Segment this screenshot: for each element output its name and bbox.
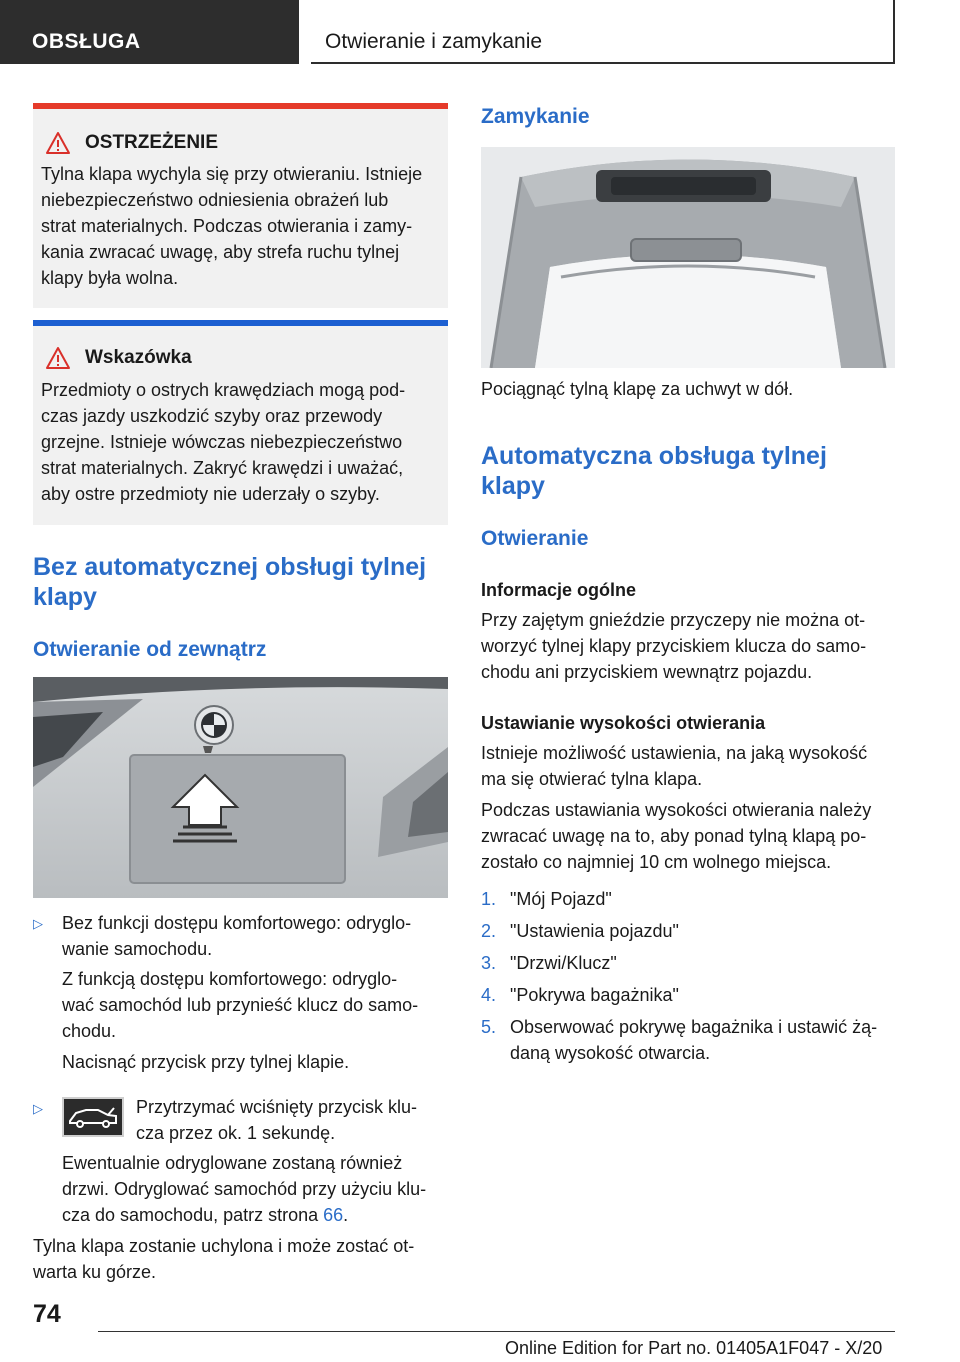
text-line: wanie samochodu. [62, 939, 213, 959]
hint-line: czas jazdy uszkodzić szyby oraz przewody [41, 406, 383, 426]
step-text: Obserwować pokrywę bagażnika i ustawić żą- [510, 1017, 878, 1037]
hint-bar [33, 320, 448, 326]
tailgate-key-button-icon [62, 1097, 124, 1137]
tailgate-interior-image [481, 147, 895, 368]
step-text: "Drzwi/Klucz" [510, 953, 617, 973]
heading-opening-height: Ustawianie wysokości otwierania [481, 713, 766, 733]
step-number: 5. [481, 1017, 497, 1037]
text-line: Podczas ustawiania wysokości otwierania należy [481, 800, 872, 820]
hint-text [41, 377, 441, 507]
footer-divider [98, 1331, 895, 1332]
section-heading-manual [33, 552, 426, 612]
warning-line: strat materialnych. Podczas otwierania i zamy- [41, 216, 413, 236]
opening-height-note [481, 797, 895, 875]
hint-heading [45, 346, 192, 370]
warning-line: klapy była wolna. [41, 268, 179, 288]
heading-general-info: Informacje ogólne [481, 580, 637, 600]
warning-triangle-icon [45, 131, 71, 155]
section-heading-automatic [481, 441, 827, 501]
text-line: zostało co najmniej 10 cm wolnego miejsca. [481, 852, 832, 872]
text-line: Istnieje możliwość ustawienia, na jaką wysokość [481, 743, 868, 763]
footer-edition: Online Edition for Part no. 01405A1F047 - X/20 [505, 1338, 883, 1358]
text-line: Bez funkcji dostępu komfortowego: odryglo- [62, 913, 412, 933]
pull-down-text: Pociągnąć tylną klapę za uchwyt w dół. [481, 379, 794, 399]
step-number: 1. [481, 889, 497, 909]
step-text: "Pokrywa bagażnika" [510, 985, 679, 1005]
tailgate-exterior-image [33, 677, 448, 898]
hold-key-text [136, 1094, 448, 1146]
hint-title: Wskazówka [85, 347, 192, 368]
unlock-doors-text [62, 1150, 448, 1228]
subheading-opening: Otwieranie [481, 527, 589, 550]
step-text: daną wysokość otwarcia. [510, 1043, 711, 1063]
tailgate-illustration [33, 677, 448, 898]
warning-bar [33, 103, 448, 109]
text-line: Z funkcją dostępu komfortowego: odryglo- [62, 969, 398, 989]
subheading-closing: Zamykanie [481, 105, 590, 128]
closing-note [33, 1233, 448, 1285]
text-line [62, 1202, 448, 1228]
subheading-open-outside: Otwieranie od zewnątrz [33, 638, 267, 661]
section-tab [0, 0, 299, 64]
text-line: zwracać uwagę na to, aby ponad tylną klapą po- [481, 826, 867, 846]
text-line: cza przez ok. 1 sekundę. [136, 1123, 336, 1143]
section-title: OBSŁUGA [32, 30, 141, 53]
warning-box [33, 103, 448, 308]
text-span: . [343, 1205, 349, 1225]
heading-line: klapy [33, 583, 97, 611]
text-line: worzyć tylnej klapy przyciskiem klucza do samo- [481, 636, 867, 656]
text-line: drzwi. Odryglować samochód przy użyciu klu- [62, 1179, 427, 1199]
text-line: Ewentualnie odryglowane zostaną również [62, 1153, 403, 1173]
text-line: chodu. [62, 1021, 117, 1041]
warning-line: kania zwracać uwagę, aby strefa ruchu tylnej [41, 242, 400, 262]
chapter-title: Otwieranie i zamykanie [325, 30, 543, 53]
warning-text [41, 161, 441, 291]
warning-line: niebezpieczeństwo odniesienia obrażeń lub [41, 190, 389, 210]
warning-heading [45, 131, 218, 155]
bullet-triangle-icon: ▷ [33, 916, 43, 931]
bullet-keyless-text [62, 910, 447, 962]
text-line: wać samochód lub przynieść klucz do samo- [62, 995, 419, 1015]
text-line: Przy zajętym gnieździe przyczepy nie można ot- [481, 610, 866, 630]
bullet-triangle-icon: ▷ [33, 1101, 43, 1116]
heading-line: Automatyczna obsługa tylnej [481, 442, 827, 470]
text-line: ma się otwierać tylna klapa. [481, 769, 703, 789]
page-link[interactable]: 66 [323, 1205, 344, 1225]
text-span: cza do samochodu, patrz strona [62, 1205, 324, 1225]
opening-height-text [481, 740, 895, 792]
hint-line: strat materialnych. Zakryć krawędzi i uważać, [41, 458, 404, 478]
step-text: "Ustawienia pojazdu" [510, 921, 679, 941]
hint-line: grzejne. Istnieje wówczas niebezpieczeństwo [41, 432, 403, 452]
step-number: 2. [481, 921, 497, 941]
general-info-text [481, 607, 895, 685]
text-line: warta ku górze. [33, 1262, 157, 1282]
car-tailgate-icon [64, 1099, 122, 1135]
text-line: Przytrzymać wciśnięty przycisk klu- [136, 1097, 418, 1117]
step-number: 4. [481, 985, 497, 1005]
text-line: chodu ani przyciskiem wewnątrz pojazdu. [481, 662, 813, 682]
heading-line: Bez automatycznej obsługi tylnej [33, 553, 427, 581]
step-number: 3. [481, 953, 497, 973]
tailgate-open-illustration [481, 147, 895, 368]
hint-line: Przedmioty o ostrych krawędziach mogą pod- [41, 380, 406, 400]
hint-line: aby ostre przedmioty nie uderzały o szyby. [41, 484, 380, 504]
hint-box [33, 320, 448, 525]
chapter-tab [311, 0, 895, 64]
page-number: 74 [33, 1300, 61, 1328]
warning-triangle-icon [45, 346, 71, 370]
text-line: Tylna klapa zostanie uchylona i może zostać ot- [33, 1236, 415, 1256]
warning-line: Tylna klapa wychyla się przy otwieraniu. Istnieje [41, 164, 423, 184]
step-text: "Mój Pojazd" [510, 889, 612, 909]
comfort-access-text [62, 966, 447, 1044]
heading-line: klapy [481, 472, 545, 500]
warning-title: OSTRZEŻENIE [85, 132, 219, 153]
press-button-text: Nacisnąć przycisk przy tylnej klapie. [62, 1052, 350, 1072]
